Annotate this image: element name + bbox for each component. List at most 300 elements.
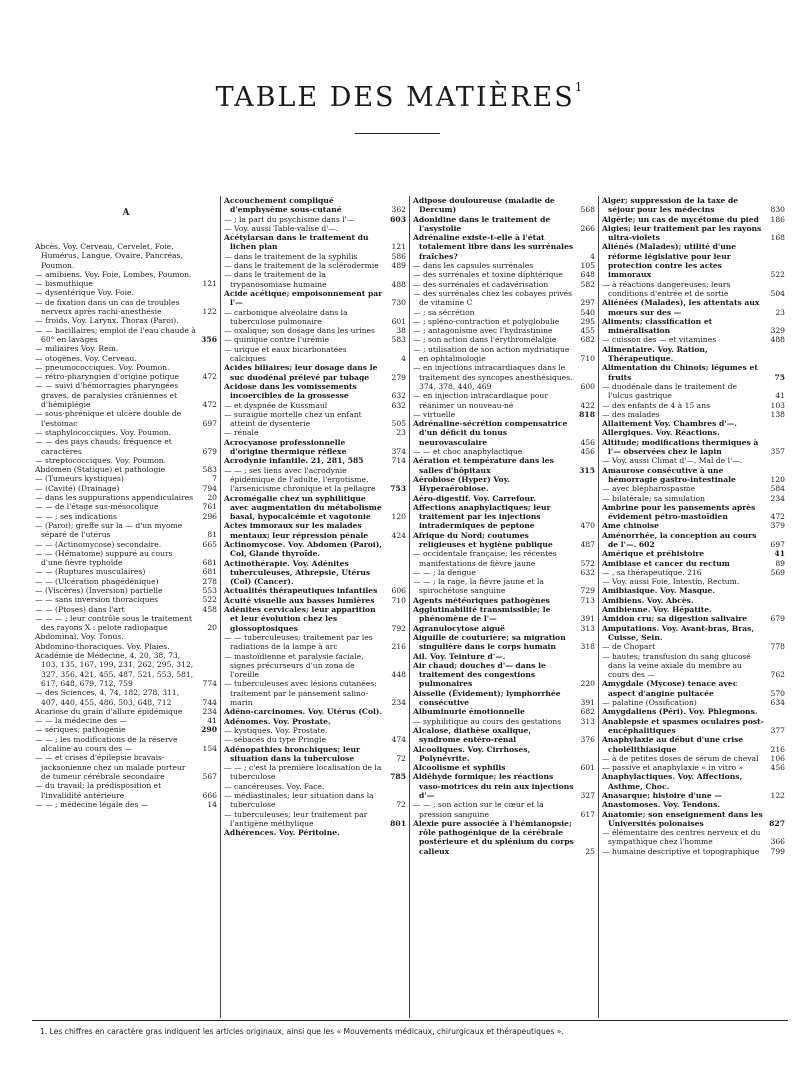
index-entry (35, 437, 217, 456)
index-entry (35, 326, 217, 345)
index-entry-text: Algies; leur traitement par les rayons ultra-violets (602, 223, 762, 243)
index-entry-text: Ambrine pour les pansements après évidement pétro-mastoïdien (602, 502, 756, 522)
index-column-1 (32, 196, 221, 1018)
index-entry (602, 317, 785, 336)
index-entry (35, 372, 217, 381)
index-entry-text: — — et choc anaphylactique (413, 447, 523, 457)
index-entry-page: 456 (770, 763, 785, 773)
index-entry (224, 224, 406, 233)
index-entry-page: 366 (770, 837, 785, 847)
index-entry-page: 713 (580, 595, 595, 605)
index-entry-text: Adrénaline-sécrétion compensatrice d'un déficit du tonus neurovasculaire (413, 419, 568, 447)
index-entry-text: — carbonique alvéolaire dans la tuberculose pulmonaire (224, 307, 348, 326)
index-entry-text: Actes immoraux sur les malades mentaux; leur répression pénale (224, 521, 369, 540)
index-entry-page: 315 (579, 465, 595, 475)
index-entry-text: — kystiques. Voy. Prostate. (224, 725, 328, 735)
index-entry (413, 289, 595, 308)
index-entry-text: Ail. Voy. Teinture d'—. (413, 651, 506, 661)
index-entry (413, 280, 595, 289)
index-entry-page: 41 (775, 391, 785, 401)
index-entry-text: Aération et température dans les salles d'hôpitaux (413, 456, 554, 475)
index-entry (224, 308, 406, 327)
index-entry (224, 679, 406, 707)
index-entry (224, 326, 406, 335)
index-entry-text: — — ; ses liens avec l'acrodynie épidémique de l'adulte, l'ergotisme, l'arsenicisme chronique et la pellagre (224, 465, 376, 494)
index-entry (35, 632, 217, 641)
index-entry-text: — syphilitique au cours des gestations (413, 716, 562, 726)
index-entry (413, 772, 595, 800)
index-entry-text: Aérobiose (Hyper) Voy. Hyperaérobiose. (413, 474, 510, 494)
index-entry-page: 744 (202, 697, 217, 707)
index-entry (224, 335, 406, 344)
index-entry (35, 549, 217, 568)
index-entry-text: — — ; les modifications de la réserve alcaline au cours des — (35, 734, 178, 754)
index-entry-page: 568 (580, 205, 595, 215)
index-entry-text: Anastomoses. Voy. Tendons. (602, 800, 720, 810)
index-entry-page: 14 (207, 799, 217, 809)
index-entry (35, 363, 217, 372)
index-entry-text: Air chaud; douches d'— dans le traitement des congestions pulmonaires (413, 660, 546, 689)
index-entry (413, 456, 595, 475)
index-entry-text: Ame chinoise (602, 521, 660, 531)
index-entry (224, 791, 406, 810)
index-entry (35, 595, 217, 604)
index-entry (224, 401, 406, 410)
index-entry-page: 681 (202, 558, 217, 568)
index-entry (224, 763, 406, 782)
index-entry-page: 697 (202, 418, 217, 428)
index-entry (35, 270, 217, 279)
index-entry-page: 583 (391, 335, 406, 345)
index-entry (602, 624, 785, 643)
index-entry-text: Amibiens. Voy. Abcès. (602, 595, 694, 605)
index-entry-text: Adrénaline existe-t-elle à l'état totalement libre dans les surrénales fraîches? (413, 233, 574, 261)
index-entry-page: 290 (201, 725, 217, 735)
index-entry (224, 652, 406, 680)
index-entry (602, 763, 785, 772)
index-entry-text: Acidose dans les vomissements incoercibles de la grossesse (224, 381, 357, 401)
index-entry-page: 216 (770, 744, 785, 754)
index-entry-page: 38 (396, 326, 406, 336)
index-entry-page: 106 (770, 753, 785, 763)
index-entry-text: Acides biliaires; leur dosage dans le suc duodénal prélevé par tubage (224, 363, 378, 382)
index-entry-text: — virtuelle (413, 409, 456, 419)
index-entry-page: 818 (579, 409, 595, 419)
index-entry-text: — en injection intracardiaque pour réanimer un nouveau-né (413, 391, 548, 410)
index-entry (413, 531, 595, 550)
index-entry-page: 572 (580, 558, 595, 568)
index-entry-page: 774 (202, 678, 217, 688)
index-entry (602, 698, 785, 707)
index-entry-page: 25 (585, 846, 595, 856)
index-entry-text: — — (Ptoses) dans l'art (35, 604, 125, 614)
index-entry-page: 697 (770, 539, 785, 549)
index-entry (35, 298, 217, 317)
index-entry (413, 326, 595, 335)
index-entry (35, 688, 217, 707)
index-entry (35, 242, 217, 270)
index-entry (35, 725, 217, 734)
index-entry (413, 261, 595, 270)
index-entry (224, 559, 406, 587)
index-entry-text: — — ; son action sur le cœur et la pression sanguine (413, 800, 544, 819)
index-entry (224, 521, 406, 540)
index-entry-page: 266 (580, 223, 595, 233)
index-entry (35, 279, 217, 288)
index-entry (224, 196, 406, 215)
index-entry-text: — ; la part du psychisme dans l'— (224, 214, 355, 224)
index-entry-text: — — (Hématome) suppuré au cours d'une fièvre typhoïde (35, 548, 173, 568)
index-entry-text: — streptococciques. Voy. Poumon. (35, 455, 167, 465)
index-entry-text: — des enfants de 4 à 15 ans (602, 400, 710, 410)
index-entry (413, 391, 595, 410)
index-entry-page: 582 (580, 279, 595, 289)
index-entry (602, 224, 785, 243)
index-entry (602, 521, 785, 530)
index-entry-page: 122 (202, 307, 217, 317)
index-entry-text: Adénomes. Voy. Prostate. (224, 716, 331, 726)
index-entry-page: 7 (212, 474, 217, 484)
index-entry-page: 458 (202, 604, 217, 614)
index-entry (602, 652, 785, 680)
index-entry (35, 288, 217, 297)
index-entry-page: 120 (770, 474, 785, 484)
index-entry-text: — sous-phrénique et ulcère double de l'estomac (35, 409, 182, 428)
index-entry (413, 317, 595, 326)
index-entry-text: Adhérences. Voy. Péritoine. (224, 828, 340, 838)
index-entry (602, 215, 785, 224)
index-entry (413, 345, 595, 364)
index-entry (224, 466, 406, 494)
index-entry (35, 493, 217, 502)
index-entry-page: 391 (580, 698, 595, 708)
index-entry-page: 753 (390, 484, 406, 494)
index-entry-text: Adonidine dans le traitement de l'asystolie (413, 214, 551, 233)
index-entry-page: 570 (770, 688, 785, 698)
index-entry-page: 710 (580, 354, 595, 364)
index-entry-page: 72 (396, 753, 406, 763)
index-entry (413, 577, 595, 596)
index-entry-page: 41 (207, 716, 217, 726)
index-entry-page: 799 (770, 846, 785, 856)
index-entry-page: 313 (580, 716, 595, 726)
index-entry-page: 234 (770, 493, 785, 503)
index-entry-page: 540 (580, 307, 595, 317)
index-entry-page: 474 (391, 735, 406, 745)
index-entry-page: 584 (770, 484, 785, 494)
index-entry-text: Albuminurie émotionnelle (413, 707, 525, 717)
index-entry (35, 642, 217, 651)
index-entry-page: 327 (580, 791, 595, 800)
index-entry-page: 362 (391, 205, 406, 215)
index-entry (413, 661, 595, 689)
index-entry-text: — — ; la rage, la fièvre jaune et la spirochétose sanguine (413, 577, 544, 596)
index-entry-page: 295 (580, 316, 595, 326)
index-entry-page: 168 (770, 233, 785, 243)
index-entry (35, 735, 217, 754)
index-entry-page: 632 (391, 400, 406, 410)
index-entry (602, 335, 785, 344)
index-entry-text: — dans le traitement de la syphilis (224, 251, 358, 261)
index-entry-page: 379 (770, 521, 785, 531)
index-entry-text: — amibiens. Voy. Foie, Lombes, Poumon. (35, 269, 192, 279)
index-entry-text: Aéro-digestif. Voy. Carrefour. (413, 493, 536, 503)
index-entry (602, 466, 785, 485)
index-entry (602, 549, 785, 558)
index-entry-page: 710 (391, 595, 406, 605)
index-entry-text: Allaitement Voy. Chambres d'—. (602, 419, 737, 429)
index-entry-page: 714 (391, 456, 406, 466)
index-entry (602, 791, 785, 800)
index-entry-text: Aiguille de couturière; sa migration singulière dans le corps humain (413, 632, 566, 652)
index-entry (413, 308, 595, 317)
index-entry-page: 682 (580, 707, 595, 717)
index-entry-page: 632 (580, 567, 595, 577)
index-entry-page: 470 (580, 521, 595, 531)
index-entry-text: Amérique et préhistoire (602, 549, 705, 559)
index-entry-text: — tuberculeuses; leur traitement par l'antigène méthylique (224, 809, 368, 828)
index-entry-page: 730 (391, 298, 406, 308)
index-entry-page: 23 (396, 428, 406, 438)
index-entry (602, 298, 785, 317)
section-letter-heading: A (122, 208, 130, 218)
index-entry (413, 624, 595, 633)
index-entry-text: — pneumococciques. Voy. Poumon. (35, 362, 170, 372)
index-column-3 (410, 196, 599, 1018)
index-entry-text: — dysentérique Voy. Foie. (35, 288, 134, 298)
index-entry-page: 154 (202, 744, 217, 754)
index-entry (224, 270, 406, 289)
index-entry (224, 289, 406, 308)
index-entry (602, 401, 785, 410)
index-entry (224, 828, 406, 837)
index-entry (413, 363, 595, 391)
index-entry-text: — — tuberculeuses; traitement par les radiations de la lampe à arc (224, 632, 373, 652)
index-entry-text: Afrique du Nord; coutumes religieuses et hygiène publique (413, 530, 553, 549)
index-entry-page: 487 (580, 539, 595, 549)
index-entry (602, 428, 785, 437)
title-rule (355, 133, 440, 134)
index-entry (35, 316, 217, 325)
index-entry-text: Actinothérapie. Voy. Adénites tuberculeuses, Athrepsie, Utérus (Col) (Cancer). (224, 558, 371, 587)
index-entry-page: 374 (391, 447, 406, 457)
index-entry (35, 502, 217, 511)
index-entry-page: 666 (202, 790, 217, 800)
index-entry (602, 707, 785, 716)
index-entry-page: 600 (580, 381, 595, 391)
index-entry-text: Aliments; classification et minéralisation (602, 316, 713, 336)
index-entry (602, 754, 785, 763)
index-entry (602, 242, 785, 279)
index-entry-text: Amibiase et cancer du rectum (602, 558, 730, 568)
index-entry (602, 484, 785, 493)
index-entry-text: — bilatérale; sa simulation (602, 493, 706, 503)
index-entry (35, 521, 217, 540)
index-entry-text: Algérie; un cas de mycétome du pied (602, 214, 759, 224)
index-entry-page: 455 (580, 326, 595, 336)
index-entry-text: Amidon cru; sa digestion salivaire (602, 614, 748, 624)
index-entry-page: 220 (580, 679, 595, 689)
index-entry-text: — suraigüe mortelle chez un enfant atteint de dysenterie (224, 409, 362, 429)
index-entry-text: — et dyspnée de Kussmaul (224, 400, 328, 410)
index-entry-page: 357 (770, 447, 785, 457)
index-entry (602, 419, 785, 428)
index-entry-page: 89 (775, 558, 785, 568)
index-entry-page: 186 (770, 214, 785, 224)
index-entry (602, 494, 785, 503)
index-entry-text: — du travail; la prédisposition et l'invalidité antérieure (35, 781, 162, 800)
index-entry-text: Anaphylactiques. Voy. Affections, Asthme, Choc. (602, 772, 743, 791)
index-entry (602, 800, 785, 809)
index-entry (35, 586, 217, 595)
index-entry (602, 363, 785, 382)
index-entry-text: Abdominal. Voy. Tonus. (35, 632, 124, 642)
index-entry-text: — (Paroi); greffe sur la — d'un myome séparé de l'utérus (35, 520, 183, 540)
index-entry-text: Actualités thérapeutiques infantiles (224, 586, 378, 596)
index-entry (224, 735, 406, 744)
index-entry (413, 270, 595, 279)
index-entry-text: — — — ; leur contrôle sous le traitement des rayons X : pelote radiopaque (35, 613, 192, 633)
index-entry (602, 196, 785, 215)
index-entry-page: 761 (202, 502, 217, 512)
index-entry-page: 522 (202, 595, 217, 605)
index-entry (35, 354, 217, 363)
index-entry (413, 819, 595, 856)
index-entry (224, 233, 406, 252)
index-entry-page: 103 (770, 400, 785, 410)
index-entry (224, 494, 406, 522)
index-entry-text: — — de l'étage sus-mésocolique (35, 502, 159, 512)
index-entry-page: 682 (580, 335, 595, 345)
index-entry-page: 424 (391, 530, 406, 540)
index-entry-text: — ; spléno-contraction et polyglobulie (413, 316, 560, 326)
index-entry-text: — des surrénales et cadavérisation (413, 279, 549, 289)
index-entry-page: 122 (770, 791, 785, 800)
index-entry-page: 586 (391, 251, 406, 261)
index-entry-text: — cuisson des — et vitamines (602, 335, 717, 345)
index-entry-text: — dans les suppurations appendiculaires (35, 493, 194, 503)
index-entry-text: Agents météoriques pathogènes (413, 595, 550, 605)
index-entry-text: — — ; c'est la première localisation de la tuberculose (224, 763, 382, 782)
index-entry-text: — froids. Voy. Larynx, Thorax (Paroi). (35, 316, 179, 326)
index-entry-page: 762 (770, 670, 785, 680)
index-entry-text: Alexie pure associée à l'hémianopsie; rôle pathogénique de la cérébrale postérieure et du splénium du corps calleux (413, 818, 574, 856)
index-entry (35, 540, 217, 549)
index-entry-page: 138 (770, 409, 785, 419)
index-entry-page: 488 (770, 335, 785, 345)
index-entry-page: 23 (775, 307, 785, 317)
index-entry-text: — tuberculeuses avec lésions cutanées; traitement par le pansement salino-marin (224, 679, 377, 708)
index-entry-text: Acide acétique; empoisonnement par l'— (224, 288, 383, 308)
index-entry-page: 794 (202, 483, 217, 493)
index-entry-page: 827 (769, 818, 785, 828)
index-entry-text: Allergiques. Voy. Réactions. (602, 428, 720, 438)
index-entry (602, 614, 785, 623)
index-entry (602, 586, 785, 595)
index-entry (413, 196, 595, 215)
index-entry-text: — occidentale française; les récentes manifestations de fièvre jaune (413, 549, 557, 568)
index-entry (413, 419, 595, 447)
index-entry-text: Acromégalie chez un syphilitique avec augmentation du métabolisme basal, hypocalcémie et vagotonie (224, 493, 382, 522)
index-entry-text: Amygdale (Mycose) tenace avec aspect d'angine pultacée (602, 679, 738, 698)
index-entry-page: 606 (391, 586, 406, 596)
title-footnote-marker: 1 (574, 80, 585, 94)
index-entry-text: — duodénale dans le traitement de l'ulcus gastrique (602, 381, 737, 401)
index-entry-text: — oxalique; son dosage dans les urines (224, 326, 375, 336)
index-entry (35, 577, 217, 586)
index-entry-text: — otogènes. Voy. Cerveau. (35, 353, 137, 363)
index-entry-text: — rénale (224, 428, 259, 438)
index-entry (413, 596, 595, 605)
index-entry (413, 447, 595, 456)
index-entry (602, 345, 785, 364)
index-entry (35, 614, 217, 633)
index-entry-text: Aliénées (Malades), les attentats aux mœurs sur des — (602, 298, 760, 317)
index-entry (35, 781, 217, 800)
index-entry-text: — — sans inversion thoraciques (35, 595, 159, 605)
index-entry-text: — (Viscères) (Inversion) partielle (35, 585, 163, 595)
index-entry-text: Acrocyanose professionnelle d'origine thermique réflexe (224, 437, 347, 457)
index-entry-text: Anablepsie et spasmes oculaires post-encéphalitiques (602, 716, 764, 735)
index-entry-page: 75 (774, 372, 785, 382)
index-entry-page: 72 (396, 800, 406, 810)
index-entry-page: 603 (390, 214, 406, 224)
index-entry-text: — avec blépharospasme (602, 484, 696, 494)
index-entry-page: 569 (770, 567, 785, 577)
index-entry-text: — — des pays chauds; fréquence et caractères (35, 437, 172, 456)
index-entry-text: — en injections intracardiaques dans le traitement des syncopes anesthésiques. 374, 378, 440, 469 (413, 363, 573, 391)
index-entry (224, 633, 406, 652)
index-entry-text: Alimentaire. Voy. Ration, Thérapeutique. (602, 344, 708, 364)
index-entry-page: 617 (580, 809, 595, 819)
page-title (0, 82, 800, 113)
index-entry-page: 121 (391, 242, 406, 252)
index-entry (35, 456, 217, 465)
index-entry-page: 801 (390, 818, 406, 828)
index-entry-text: — miliaires Voy. Rein. (35, 344, 119, 354)
index-entry-text: — — (Ulcération phagédénique) (35, 576, 159, 586)
index-entry (413, 800, 595, 819)
index-entry-text: — — (Actinomycose) secondaire. (35, 539, 162, 549)
index-entry-page: 313 (580, 623, 595, 633)
index-entry-page: 681 (202, 567, 217, 577)
index-entry-text: — des malades (602, 409, 660, 419)
index-entry-page: 583 (202, 465, 217, 475)
index-entry-text: Alcalose, diathèse oxalique, syndrome entéro-rénal (413, 725, 531, 745)
index-entry-text: — Voy. aussi Foie, Intestin, Rectum. (602, 577, 740, 587)
index-entry-page: 729 (580, 586, 595, 596)
index-entry-page: 785 (390, 772, 406, 782)
index-entry (224, 726, 406, 735)
index-entry-page: 679 (770, 614, 785, 624)
index-entry-text: Accouchement compliqué d'emphysème sous-cutané (224, 196, 342, 215)
index-entry-text: Acariose du grain d'allure épidémique (35, 706, 183, 716)
index-entry-text: Abdomen (Statique) et pathologie (35, 465, 166, 475)
index-entry-text: Adénopathies bronchiques; leur situation dans la tuberculose (224, 744, 361, 763)
index-entry-page: 20 (207, 623, 217, 633)
index-entry (602, 438, 785, 457)
index-entry-text: Alger; suppression de la taxe de séjour pour les médecins (602, 196, 739, 215)
index-entry (602, 735, 785, 754)
index-entry (224, 345, 406, 364)
index-entry-text: Alcoolisme et syphilis (413, 763, 506, 773)
index-entry-text: — staphylococciques. Voy. Poumon. (35, 427, 172, 437)
index-entry-text: Aménorrhée, la conception au cours de l'—. 602 (602, 530, 757, 549)
index-entry-page: 278 (202, 576, 217, 586)
index-entry-text: — — et crises d'épilepsie bravais-jacksonienne chez un malade porteur de tumeur cérébrale secondaire (35, 753, 186, 781)
index-entry (35, 344, 217, 353)
index-entry (35, 512, 217, 521)
